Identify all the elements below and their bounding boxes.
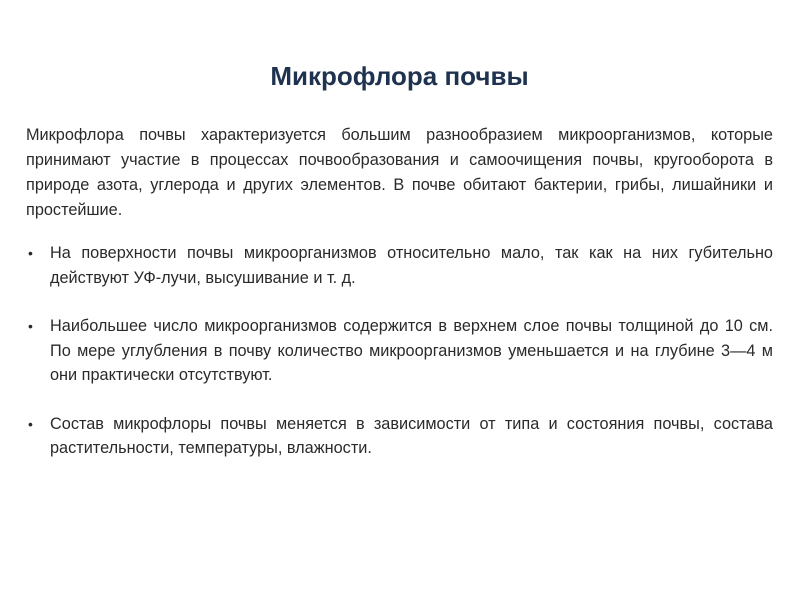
bullet-text: Состав микрофлоры почвы меняется в зависимости от типа и состояния почвы, состава растительности, температуры, влажности. [50,414,773,457]
bullet-text: Наибольшее число микроорганизмов содержится в верхнем слое почвы толщиной до 10 см. По мере углубления в почву количество микроорганизмов уменьшается и на глубине 3—4 м они практически отсутствуют. [50,317,773,384]
bullet-icon: • [28,415,33,432]
bullet-text: На поверхности почвы микроорганизмов относительно мало, так как на них губительно действуют УФ-лучи, высушивание и т. д. [50,244,773,287]
bullet-icon: • [28,318,33,334]
intro-paragraph: Микрофлора почвы характеризуется большим разнообразием микроорганизмов, которые принимают участие в процессах почвообразования и самоочищения почвы, кругооборота в природе азота, углерода и других элементов. В почве обитают бактерии, грибы, лишайники и простейшие. [26,126,773,219]
bullet-list [26,241,773,461]
bullet-item [26,314,773,388]
bullet-item [26,241,773,290]
bullet-item [26,412,773,461]
slide-title: Микрофлора почвы [270,61,529,91]
bullet-icon: • [28,245,33,261]
